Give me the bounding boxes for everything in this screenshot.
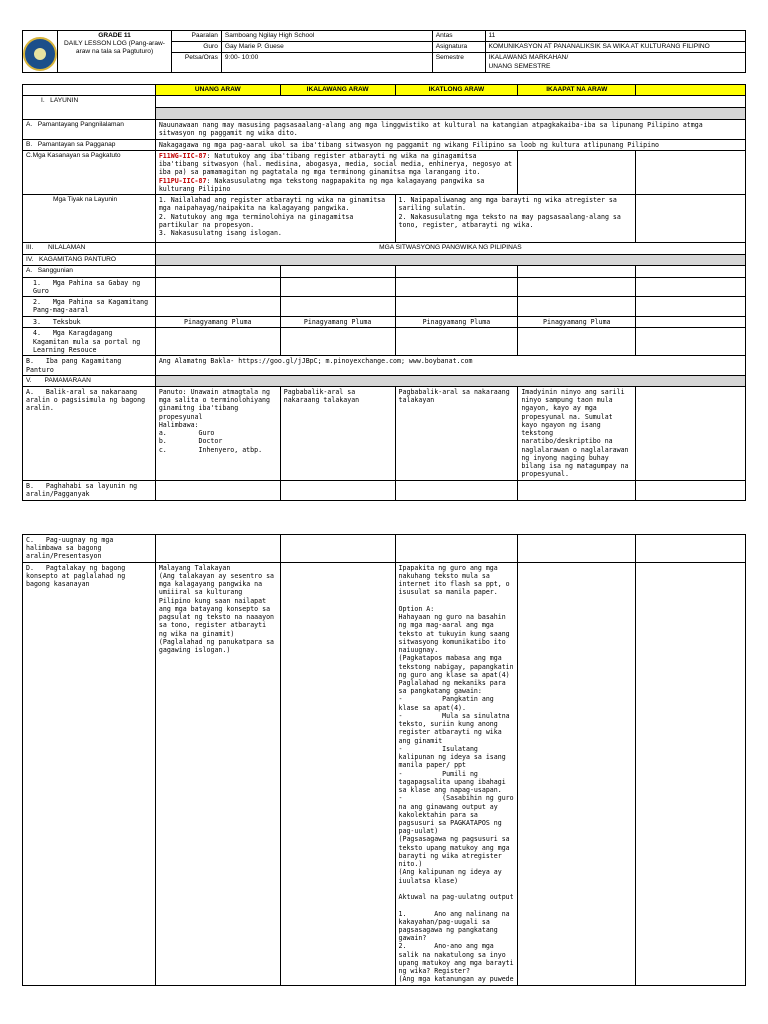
lesson-table xyxy=(22,84,746,501)
balik-aral-day-4: Imadyinin ninyo ang sarili ninyo sampung taon mula ngayon, kayo ay mga propesyunal na. Sumulat kayo ngayon ng isang tekstong naratibo/deskriptibo na naglalarawan o naglalarawan ng inyong naging buhay bilang isa ng matagumpay na propesyunal. xyxy=(518,386,636,480)
sanggunian-label: A. Sanggunian xyxy=(23,266,156,277)
cell xyxy=(155,277,280,296)
log-title-cell xyxy=(58,31,172,73)
cell xyxy=(395,535,518,563)
cell xyxy=(155,535,280,563)
guro-value: Gay Marie P. Guese xyxy=(221,42,432,53)
iba-pang-label: B. Iba pang Kagamitang Panturo xyxy=(23,356,156,375)
grade-label: GRADE 11 xyxy=(98,32,131,39)
antas-label: Antas xyxy=(432,31,485,42)
cell xyxy=(155,297,280,317)
cell xyxy=(518,562,636,985)
blank-corner xyxy=(23,85,156,96)
pagtalakay-label: D. Pagtalakay ng bagong konsepto at paglalahad ng bagong kasanayan xyxy=(23,562,156,985)
cell xyxy=(518,480,636,500)
asignatura-label: Asignatura xyxy=(432,42,485,53)
paaralan-label: Paaralan xyxy=(172,31,222,42)
cell xyxy=(636,480,746,500)
petsa-label: Petsa/Oras xyxy=(172,53,222,73)
teksbuk-day-1: Pinagyamang Pluma xyxy=(155,317,280,328)
pagtalakay-day-1: Malayang Talakayan (Ang talakayan ay sesentro sa mga kalagayang pangwika na umiiiral sa kulturang Pilipino kung saan nailapat ang mga batayang konsepto sa pagsulat ng teksto na naaayon sa tono, register atbarayti ng wika na ginamit) (Paglalahad ng panukatpara sa gagawing islogan.) xyxy=(155,562,280,985)
cell xyxy=(518,297,636,317)
cell xyxy=(280,328,395,356)
cell xyxy=(155,266,280,277)
cell xyxy=(636,386,746,480)
teksbuk-day-3: Pinagyamang Pluma xyxy=(395,317,518,328)
kasanayan-code-2: F11PU-IIC-87 xyxy=(158,176,207,185)
cell xyxy=(518,328,636,356)
kasanayan-empty-4 xyxy=(518,150,636,194)
tiyak-label: Mga Tiyak na Layunin xyxy=(23,195,156,243)
school-logo xyxy=(23,37,57,71)
cell xyxy=(280,297,395,317)
kasanayan-label: C.Mga Kasanayan sa Pagkatuto xyxy=(23,150,156,194)
cell xyxy=(155,480,280,500)
balik-aral-label: A. Balik-aral sa nakaraang aralin o pagsisimula ng bagong aralin. xyxy=(23,386,156,480)
cell xyxy=(280,562,395,985)
pamamaraan-label: V. PAMAMARAAN xyxy=(23,375,156,386)
day-4-header: IKAAPAT NA ARAW xyxy=(518,85,636,96)
nilalaman-label: III. NILALAMAN xyxy=(23,243,156,255)
header-table xyxy=(22,30,746,73)
cell xyxy=(280,277,395,296)
teksbuk-label: 3. Teksbuk xyxy=(23,317,156,328)
layunin-label: I. LAYUNIN xyxy=(23,96,156,120)
cell xyxy=(395,297,518,317)
layunin-band xyxy=(155,96,745,120)
gabay-label: 1. Mga Pahina sa Gabay ng Guro xyxy=(23,277,156,296)
cell xyxy=(395,266,518,277)
cell xyxy=(636,535,746,563)
tiyak-day-3: 1. Naipapaliwanag ang mga barayti ng wika atregister sa sariling sulatin. 2. Nakasusulatng mga teksto na may pagsasaalang-alang sa tono, register, atbarayti ng wika. xyxy=(395,195,636,243)
nilalaman-value: MGA SITWASYONG PANGWIKA NG PILIPINAS xyxy=(155,243,745,255)
cell xyxy=(518,277,636,296)
log-title: DAILY LESSON LOG (Pang-araw-araw na tala sa Pagtuturo) xyxy=(64,40,165,56)
balik-aral-day-1: Panuto: Unawain atmagtala ng mga salita o terminolohiyang ginamitng iba'tibang propesyunal Halimbawa: a. Guro b. Doctor c. Inhenyero, atbp. xyxy=(155,386,280,480)
kagamitan-band xyxy=(155,255,745,266)
kasanayan-code-1: F11WG-IIC-87 xyxy=(158,151,207,160)
lesson-table-continued xyxy=(22,534,746,986)
day-extra-header xyxy=(636,85,746,96)
cell xyxy=(280,480,395,500)
guro-label: Guro xyxy=(172,42,222,53)
petsa-value: 9:00- 10:00 xyxy=(221,53,432,73)
balik-aral-day-3: Pagbabalik-aral sa nakaraang talakayan xyxy=(395,386,518,480)
day-2-header: IKALAWANG ARAW xyxy=(280,85,395,96)
pamamaraan-band xyxy=(155,375,745,386)
antas-value: 11 xyxy=(485,31,746,42)
balik-aral-day-2: Pagbabalik-aral sa nakaraang talakayan xyxy=(280,386,395,480)
teksbuk-day-4: Pinagyamang Pluma xyxy=(518,317,636,328)
cell xyxy=(636,562,746,985)
pamantayang-nilalaman-value: Nauunawaan nang may masusing pagsasaalang-alang ang mga linggwistiko at kultural na katangian atpagkakaiba-iba sa lipunang Pilipino atmga sitwasyon ng paggamit ng wika dito. xyxy=(155,120,745,139)
karagdagang-label: 4. Mga Karagdagang Kagamitan mula sa portal ng Learning Resouce xyxy=(23,328,156,356)
cell xyxy=(518,266,636,277)
pagtalakay-day-3: Ipapakita ng guro ang mga nakuhang teksto mula sa internet ito flash sa ppt, o isusulat sa manila paper. Option A: Hahayaan ng guro na basahin ng mga mag-aaral ang mga teksto at tukuyin kung saang sitwasyong komunikatibo ito naiuugnay. (Pagkatapos mabasa ang mga tekstong nabigay, papangkatin ng guro ang klase sa apat(4) Paglalahad ng mekaniks para sa pangkatang gawain: - Pangkatin ang klase sa apat(4). - Mula sa sinulatna teksto, suriin kung anong register atbarayti ng wika ang ginamit - Isulatang kalipunan ng ideya sa isang manila paper/ ppt - Pumili ng tagapagsalita upang ibahagi sa klase ang napag-usapan. - (Sasabihin ng guro na ang ginawang output ay kakolektahin para sa pagsusuri sa PAGKATAPOS ng pag-uulat) (Pagsasagawa ng pagsusuri sa teksto upang matukoy ang mga barayti ng wika atregister nito.) (Ang kalipunan ng ideya ay iuulatsa klase) Aktuwal na pag-uulatng output 1. Ano ang nalinang na kakayahan/pag-uugali sa pagsasagawa ng pangkatang gawain? 2. Ano-ano ang mga salik na nakatulong sa inyo upang matukoy ang mga barayti ng wika? Register? (Ang mga katanungan ay puwede xyxy=(395,562,518,985)
cell xyxy=(636,328,746,356)
semestre-label: Semestre xyxy=(432,53,485,73)
kasanayan-text-2: : Nakasusulatng mga tekstong nagpapakita ng mga kalagayang pangwika sa kulturang Pilipino xyxy=(158,176,485,193)
tiyak-empty xyxy=(636,195,746,243)
pamantayan-pagganap-label: B. Pamantayan sa Pagganap xyxy=(23,139,156,150)
cell xyxy=(518,535,636,563)
pamantayan-pagganap-value: Nakagagawa ng mga pag-aaral ukol sa iba'tibang sitwasyon ng paggamit ng wikang Filipino sa loob ng kultura atlipunang Pilipino xyxy=(155,139,745,150)
iba-pang-value: Ang Alamatng Bakla- https://goo.gl/jJBpC; m.pinoyexchange.com; www.boybanat.com xyxy=(155,356,745,375)
cell xyxy=(636,266,746,277)
semestre-value: IKALAWANG MARKAHAN/ UNANG SEMESTRE xyxy=(485,53,746,73)
kasanayan-text-1: : Natutukoy ang iba'tibang register atbarayti ng wika na ginagamitsa iba'tibang sitwasyon (hal. medisina, abogasya, media, social media, enhinerya, negosyo at iba pa) sa pamamagitan ng pagtatala ng mga terminong ginamitsa mga larangang ito. xyxy=(158,151,513,177)
asignatura-value: KOMUNIKASYON AT PANANALIKSIK SA WIKA AT KULTURANG FILIPINO xyxy=(485,42,746,53)
pag-uugnay-label: C. Pag-uugnay ng mga halimbawa sa bagong aralin/Presentasyon xyxy=(23,535,156,563)
tiyak-day-1: 1. Nailalahad ang register atbarayti ng wika na ginamitsa mga naipahayag/naipakita na kalagayang pangwika. 2. Natutukoy ang mga terminolohiya na ginagamitsa partikular na propesyon. 3. Nakasusulatng isang islogan. xyxy=(155,195,395,243)
kasanayan-value xyxy=(155,150,518,194)
paghahabi-label: B. Paghahabi sa layunin ng aralin/Pagganyak xyxy=(23,480,156,500)
cell xyxy=(636,277,746,296)
kagamitan-label: IV. KAGAMITANG PANTURO xyxy=(23,255,156,266)
cell xyxy=(395,277,518,296)
day-1-header: UNANG ARAW xyxy=(155,85,280,96)
cell xyxy=(395,480,518,500)
paaralan-value: Samboang Ngilay High School xyxy=(221,31,432,42)
cell xyxy=(636,297,746,317)
cell xyxy=(280,266,395,277)
cell xyxy=(155,328,280,356)
kagamitang-mag-aaral-label: 2. Mga Pahina sa Kagamitang Pang-mag-aaral xyxy=(23,297,156,317)
kasanayan-empty-5 xyxy=(636,150,746,194)
day-3-header: IKATLONG ARAW xyxy=(395,85,518,96)
pamantayang-nilalaman-label: A. Pamantayang Pangnilalaman xyxy=(23,120,156,139)
cell xyxy=(636,317,746,328)
teksbuk-day-2: Pinagyamang Pluma xyxy=(280,317,395,328)
cell xyxy=(395,328,518,356)
cell xyxy=(280,535,395,563)
